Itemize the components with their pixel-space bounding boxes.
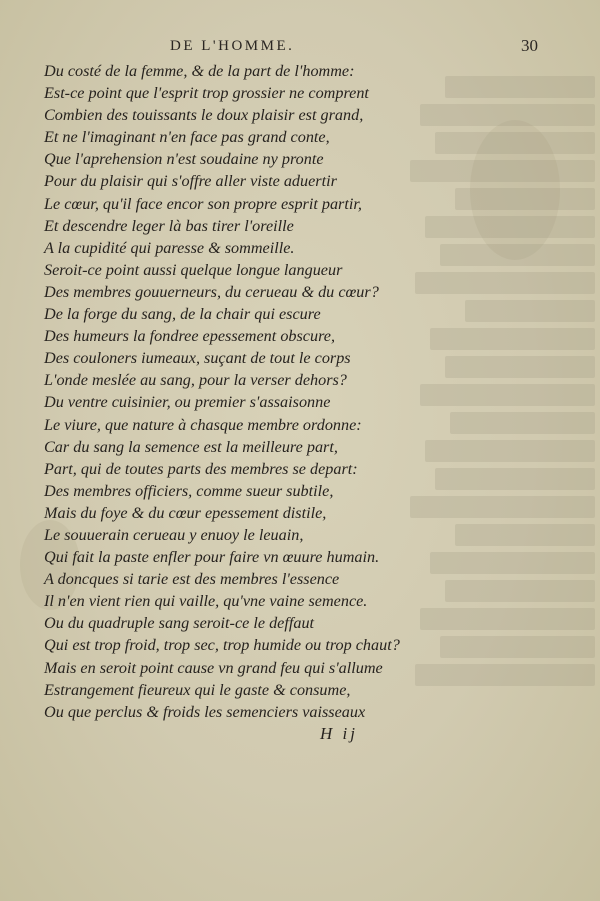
verse-line: Du costé de la femme, & de la part de l'homme:	[44, 62, 355, 80]
page-number: 30	[521, 36, 538, 55]
verse-line: Le cœur, qu'il face encor son propre esprit partir,	[44, 194, 362, 213]
verse-line: Et descendre leger là bas tirer l'oreille	[44, 216, 294, 235]
verse-line: Le souuerain cerueau y enuoy le leuain,	[44, 525, 304, 544]
verse-line: Seroit-ce point aussi quelque longue langueur	[44, 260, 343, 279]
verse-line: Des membres gouuerneurs, du cerueau & du cœur?	[44, 282, 379, 301]
signature-mark: H ij	[320, 724, 358, 743]
verse-line: Estrangement fieureux qui le gaste & consume,	[44, 680, 351, 699]
verse-line: Et ne l'imaginant n'en face pas grand conte,	[44, 128, 330, 147]
verse-line: Combien des touissants le doux plaisir est grand,	[44, 106, 364, 125]
verse-line: Mais du foye & du cœur epessement distile,	[44, 503, 327, 522]
verse-line: Des membres officiers, comme sueur subtile,	[44, 481, 334, 500]
verse-line: Qui fait la paste enfler pour faire vn œuure humain.	[44, 548, 380, 567]
verse-line: Ou du quadruple sang seroit-ce le deffaut	[44, 614, 315, 633]
verse-line: Il n'en vient rien qui vaille, qu'vne vaine semence.	[44, 592, 368, 611]
verse-line: Car du sang la semence est la meilleure part,	[44, 437, 338, 456]
verse-line: Ou que perclus & froids les semenciers vaisseaux	[44, 702, 366, 721]
verse-line: Mais en seroit point cause vn grand feu qui s'allume	[44, 658, 383, 677]
verse-line: Pour du plaisir qui s'offre aller viste aduertir	[44, 172, 337, 191]
verse-line: De la forge du sang, de la chair qui escure	[44, 305, 321, 324]
verse-line: Est-ce point que l'esprit trop grossier ne comprent	[44, 84, 369, 103]
verse-line: L'onde meslée au sang, pour la verser dehors?	[44, 371, 347, 390]
verse-line: A la cupidité qui paresse & sommeille.	[44, 238, 295, 257]
verse-line: Qui est trop froid, trop sec, trop humide ou trop chaut?	[44, 636, 400, 655]
verse-line: Du ventre cuisinier, ou premier s'assaisonne	[44, 393, 331, 412]
verse-line: Le viure, que nature à chasque membre ordonne:	[44, 415, 362, 434]
running-title: DE L'HOMME.	[170, 38, 295, 54]
verse-line: Des couloners iumeaux, suçant de tout le corps	[44, 349, 351, 368]
verse-line: Des humeurs la fondree epessement obscure,	[44, 327, 336, 346]
show-through-text	[395, 70, 595, 730]
verse-line: Que l'aprehension n'est soudaine ny pronte	[44, 150, 324, 169]
verse-block	[44, 60, 404, 723]
verse-line: Part, qui de toutes parts des membres se depart:	[44, 459, 358, 478]
verse-line: A doncques si tarie est des membres l'essence	[44, 570, 340, 589]
